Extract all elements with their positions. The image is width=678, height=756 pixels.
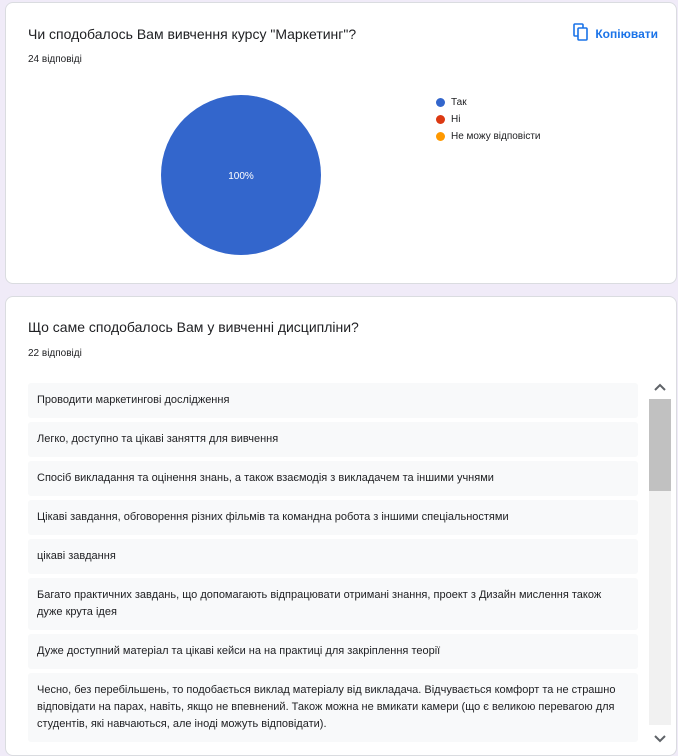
answer-item: Спосіб викладання та оцінення знань, а також взаємодія з викладачем та іншими учнями — [28, 461, 638, 496]
pie-chart — [161, 95, 321, 255]
legend-item[interactable] — [436, 94, 541, 111]
answer-list[interactable] — [28, 383, 638, 751]
question-title: Чи сподобалось Вам вивчення курсу "Маркетинг"? — [28, 26, 357, 42]
response-count: 24 відповіді — [28, 54, 82, 65]
answer-item: Чесно, без перебільшень, то подобається виклад матеріалу від викладача. Відчувається комфорт та не страшно відповідати на парах, навіть, якщо не впевнений. Також можна не вмикати камери (що є великою перевагою для студентів, які навчаються, але іноді можуть відповідати). — [28, 673, 638, 742]
legend-item[interactable] — [436, 111, 541, 128]
chart-legend — [436, 94, 541, 145]
legend-item[interactable] — [436, 128, 541, 145]
pie-slice-label: 100% — [228, 171, 254, 182]
scrollbar[interactable] — [646, 377, 674, 753]
copy-label: Копіювати — [595, 26, 658, 41]
answer-item: Легко, доступно та цікаві заняття для вивчення — [28, 422, 638, 457]
response-count: 22 відповіді — [28, 348, 82, 359]
copy-button[interactable] — [573, 23, 658, 44]
answer-item: Проводити маркетингові дослідження — [28, 383, 638, 418]
answer-item: цікаві завдання — [28, 539, 638, 574]
legend-marker — [436, 115, 445, 124]
question-card-1 — [5, 2, 677, 284]
chevron-down-icon[interactable] — [651, 729, 669, 747]
question-title: Що саме сподобалось Вам у вивченні дисципліни? — [28, 319, 359, 335]
copy-icon — [573, 23, 589, 44]
question-card-2 — [5, 296, 677, 756]
answer-item: Цікаві завдання, обговорення різних фільмів та командна робота з іншими спеціальностями — [28, 500, 638, 535]
legend-label: Так — [451, 97, 467, 108]
answer-item: Дуже доступний матеріал та цікаві кейси на на практиці для закріплення теорії — [28, 634, 638, 669]
legend-label: Не можу відповісти — [451, 131, 541, 142]
legend-marker — [436, 132, 445, 141]
chevron-up-icon[interactable] — [651, 379, 669, 397]
scroll-thumb[interactable] — [649, 399, 671, 491]
legend-label: Ні — [451, 114, 461, 125]
answer-item: Багато практичних завдань, що допомагають відпрацювати отримані знання, проект з Дизайн мислення також дуже крута ідея — [28, 578, 638, 630]
legend-marker — [436, 98, 445, 107]
